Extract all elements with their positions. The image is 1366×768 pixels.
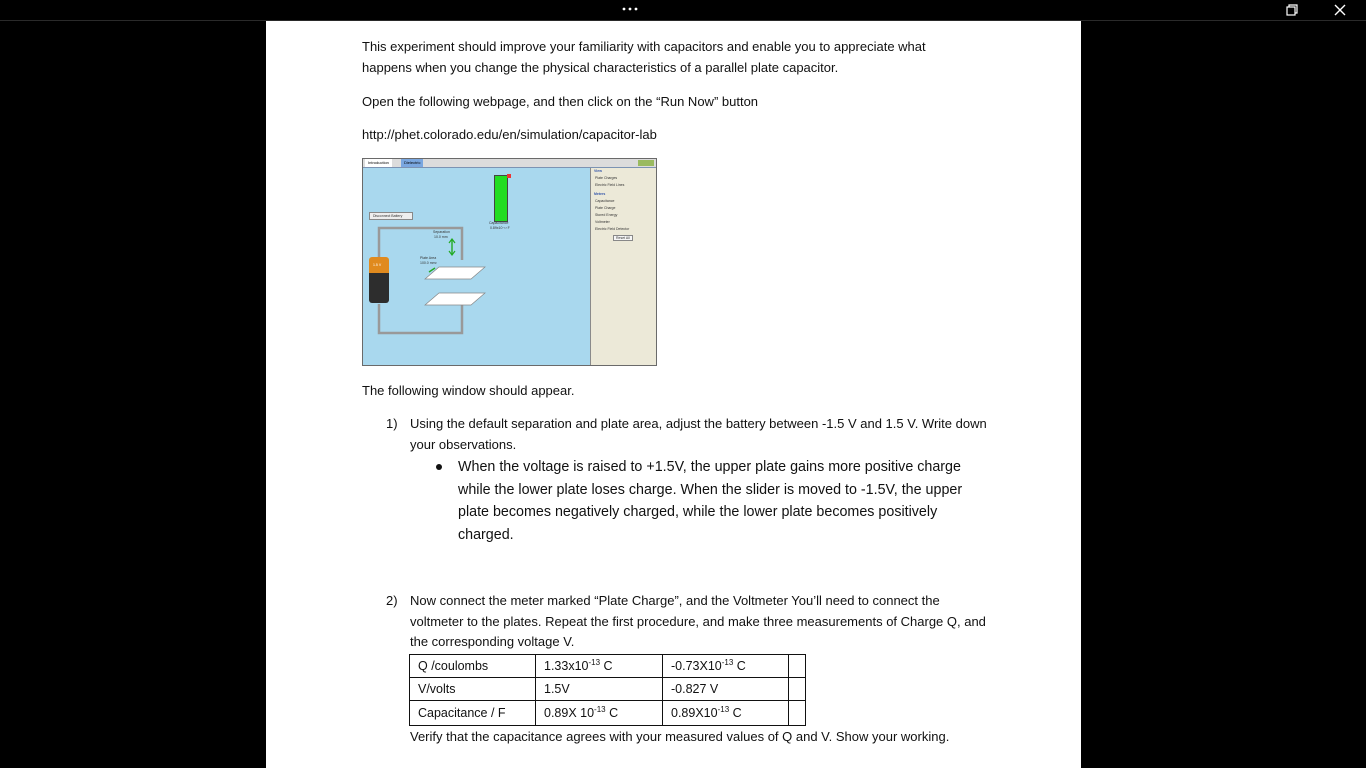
sim-tab-introduction: Introduction	[365, 159, 392, 167]
q2-number: 2)	[386, 593, 398, 608]
view-item-plate-charges: Plate Charges	[595, 176, 618, 180]
table-cell	[789, 655, 806, 678]
table-cell	[789, 678, 806, 701]
bullet-icon	[436, 464, 442, 470]
sim-control-panel: View Plate Charges Electric Field Lines Meters Capacitance Plate Charge Stored Energy Voltmeter Electric Field Detector Reset All	[590, 168, 657, 365]
meter-item-voltmeter: Voltmeter	[595, 220, 610, 224]
meter-item-field-detector: Electric Field Detector	[595, 227, 630, 231]
separation-label: Separation	[433, 230, 450, 234]
table-row	[410, 701, 806, 726]
window-note: The following window should appear.	[362, 383, 575, 398]
table-cell: 1.5V	[536, 678, 663, 701]
measurement-table	[409, 654, 806, 726]
table-cell: -0.827 V	[663, 678, 789, 701]
q1-text: Using the default separation and plate area, adjust the battery between -1.5 V and 1.5 V. Write down your observations.	[410, 416, 987, 452]
view-item-field-lines: Electric Field Lines	[595, 183, 625, 187]
table-cell: $1.33x10^{-13}$ C	[536, 655, 663, 678]
q2-verify: Verify that the capacitance agrees with your measured values of Q and V. Show your working.	[410, 729, 950, 744]
close-meter-icon	[507, 174, 511, 178]
table-row	[410, 678, 806, 701]
q1-number: 1)	[386, 416, 398, 431]
sim-tab-dielectric: Dielectric	[401, 159, 423, 167]
document-page	[266, 21, 1081, 768]
more-dots-icon[interactable]	[620, 0, 640, 18]
capacitance-meter-bar	[494, 175, 508, 222]
sim-logo	[638, 160, 654, 166]
simulation-url: http://phet.colorado.edu/en/simulation/capacitor-lab	[362, 127, 657, 142]
table-cell: $-0.73X10^{-13}$ C	[663, 655, 789, 678]
table-cell	[789, 701, 806, 726]
q2-text: Now connect the meter marked “Plate Charge”, and the Voltmeter You’ll need to connect the voltmeter to the plates. Repeat the first procedure, and make three measurements of Charge Q, and the corresponding voltage V.	[410, 593, 986, 649]
meter-item-plate-charge: Plate Charge	[595, 206, 616, 210]
open-instruction: Open the following webpage, and then click on the “Run Now” button	[362, 94, 759, 109]
battery: 1.5 V	[369, 257, 389, 303]
close-icon[interactable]	[1332, 2, 1350, 18]
window-title-bar	[0, 0, 1366, 21]
capacitance-value: 0.89x10⁻¹³ F	[490, 226, 510, 230]
table-cell: Q /coulombs	[410, 655, 536, 678]
table-row	[410, 655, 806, 678]
meter-item-capacitance: Capacitance	[595, 199, 615, 203]
plate-area-value: 100.0 mm²	[420, 261, 437, 265]
plate-area-label: Plate Area	[420, 256, 437, 260]
table-cell: Capacitance / F	[410, 701, 536, 726]
disconnect-battery-button: Disconnect Battery	[369, 212, 413, 220]
capacitance-label: Capacitance	[489, 221, 509, 225]
table-cell: $0.89X10^{-13}$ C	[663, 701, 789, 726]
meter-item-stored-energy: Stored Energy	[595, 213, 618, 217]
simulation-screenshot	[362, 158, 657, 366]
table-cell: 0.89X $10^{-13}$ C	[536, 701, 663, 726]
intro-paragraph: This experiment should improve your familiarity with capacitors and enable you to appreciate what happens when you change the physical characteristics of a parallel plate capacitor.	[362, 39, 926, 75]
circuit-diagram	[363, 159, 590, 365]
q1-answer: When the voltage is raised to +1.5V, the upper plate gains more positive charge while the lower plate loses charge. When the slider is moved to -1.5V, the upper plate becomes negatively charged, while the lower plate becomes positively charged.	[458, 459, 963, 544]
table-cell: V/volts	[410, 678, 536, 701]
restore-icon[interactable]	[1284, 2, 1302, 18]
reset-all-button: Reset All	[613, 235, 633, 241]
separation-value: 10.0 mm	[434, 235, 448, 239]
